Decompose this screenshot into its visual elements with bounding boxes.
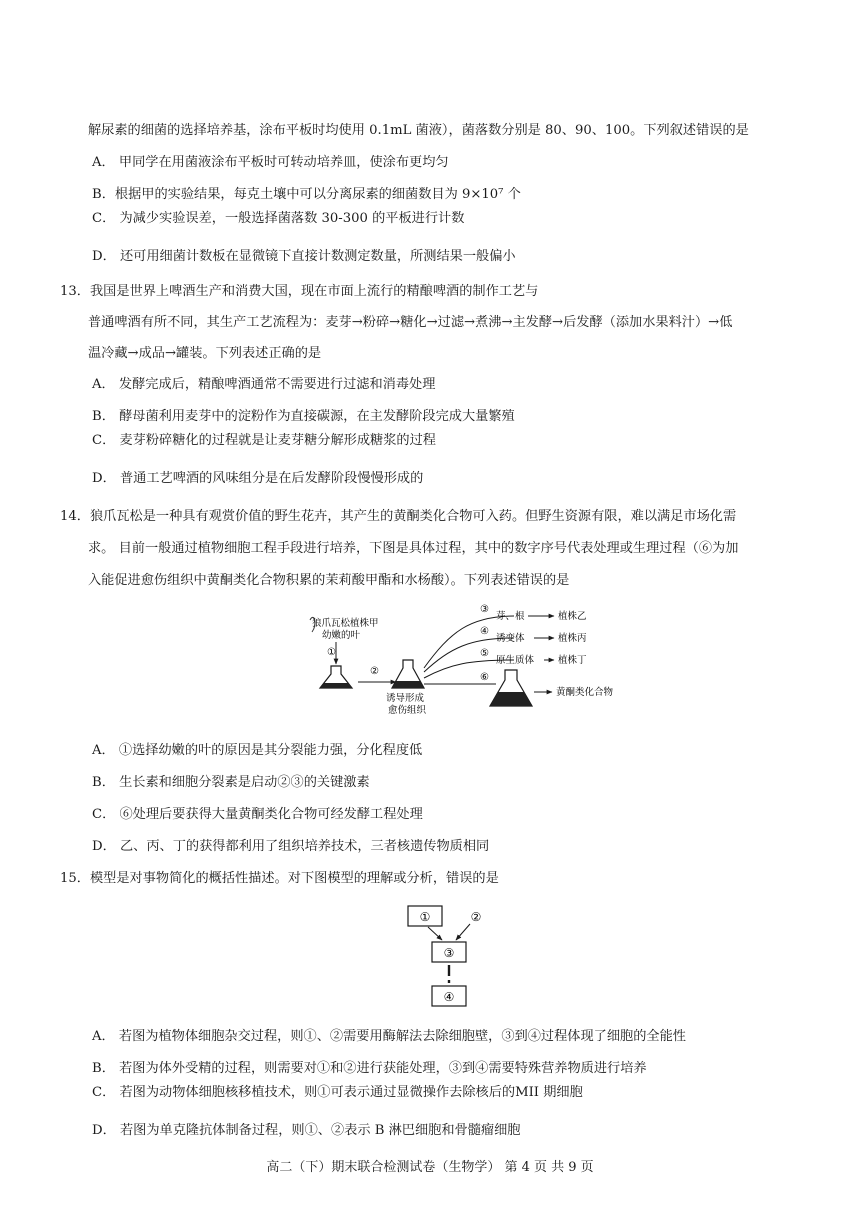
q14-stem-line-2: 求。 目前一般通过植物细胞工程手段进行培养，下图是具体过程，其中的数字序号代表处理或生理过程（⑥为加 — [88, 541, 739, 556]
q13-option-a: A． 发酵完成后，精酿啤酒通常不需要进行过滤和消毒处理 — [92, 377, 436, 392]
q14-branch-text-4: 诱变体 — [496, 633, 525, 644]
q12-stem-continuation: 解尿素的细菌的选择培养基，涂布平板时均使用 0.1mL 菌液），菌落数分别是 80、90、100。下列叙述错误的是 — [88, 123, 749, 138]
q13-option-d: D． 普通工艺啤酒的风味组分是在后发酵阶段慢慢形成的 — [92, 471, 424, 486]
q14-source-label-2: 幼嫩的叶 — [322, 630, 361, 641]
q12-option-b: B．根据甲的实验结果，每克土壤中可以分离尿素的细菌数目为 9×10⁷ 个 — [92, 187, 521, 202]
q13-stem-line-3: 温冷藏→成品→罐装。下列表述正确的是 — [88, 346, 322, 361]
q14-option-b: B． 生长素和细胞分裂素是启动②③的关键激素 — [92, 775, 370, 790]
q13-option-b: B． 酵母菌利用麦芽中的淀粉作为直接碳源，在主发酵阶段完成大量繁殖 — [92, 409, 515, 424]
flask-icon-3 — [490, 670, 532, 706]
q15-option-c: C． 若图为动物体细胞核移植技术，则①可表示通过显微操作去除核后的MII 期细胞 — [92, 1085, 583, 1100]
q14-option-c: C． ⑥处理后要获得大量黄酮类化合物可经发酵工程处理 — [92, 807, 423, 822]
q15-box-3-label: ③ — [443, 946, 455, 960]
q14-stem-line-3: 入能促进愈伤组织中黄酮类化合物积累的茉莉酸甲酯和水杨酸）。下列表述错误的是 — [88, 573, 570, 588]
q14-branch-num-4: ④ — [480, 626, 489, 637]
q14-option-a: A． ①选择幼嫩的叶的原因是其分裂能力强，分化程度低 — [92, 743, 423, 758]
q15-label-2: ② — [470, 910, 482, 924]
q13-option-c: C． 麦芽粉碎糖化的过程就是让麦芽糖分解形成糖浆的过程 — [92, 433, 436, 448]
q13-stem-line-1: 13．我国是世界上啤酒生产和消费大国，现在市面上流行的精酿啤酒的制作工艺与 — [60, 284, 539, 299]
q12-option-d: D． 还可用细菌计数板在显微镜下直接计数测定数量，所测结果一般偏小 — [92, 249, 516, 264]
q14-result-4: 植株丙 — [558, 633, 587, 644]
flask-icon-1 — [320, 666, 352, 688]
q14-option-d: D． 乙、丙、丁的获得都利用了组织培养技术，三者核遗传物质相同 — [92, 839, 490, 854]
q14-source-label-1: 狼爪瓦松植株甲 — [312, 618, 379, 629]
q12-option-a: A． 甲同学在用菌液涂布平板时可转动培养皿，使涂布更均匀 — [92, 155, 449, 170]
q14-result-5: 植株丁 — [558, 655, 587, 666]
q14-step-2: ② — [370, 666, 379, 677]
q14-tissue-culture-diagram — [300, 602, 640, 720]
q15-option-d: D． 若图为单克隆抗体制备过程，则①、②表示 B 淋巴细胞和骨髓瘤细胞 — [92, 1123, 521, 1138]
q14-branch-num-3: ③ — [480, 604, 489, 615]
q14-result-6: 黄酮类化合物 — [556, 687, 614, 698]
q15-stem: 15．模型是对事物简化的概括性描述。对下图模型的理解或分析，错误的是 — [60, 871, 499, 886]
q14-branch-text-3: 芽、根 — [496, 611, 525, 622]
q14-step-1: ① — [327, 647, 336, 658]
q15-option-a: A． 若图为植物体细胞杂交过程，则①、②需要用酶解法去除细胞壁，③到④过程体现了细胞的全能性 — [92, 1029, 686, 1044]
q15-model-diagram — [398, 902, 508, 1008]
flask-icon-2 — [392, 660, 424, 688]
q14-branch-num-6: ⑥ — [480, 672, 489, 683]
q12-option-c: C． 为减少实验误差，一般选择菌落数 30-300 的平板进行计数 — [92, 211, 465, 226]
q14-result-3: 植株乙 — [558, 611, 587, 622]
q14-callus-label-1: 诱导形成 — [386, 693, 425, 704]
page-footer: 高二（下）期末联合检测试卷（生物学） 第 4 页 共 9 页 — [266, 1160, 594, 1175]
q14-branch-text-5: 原生质体 — [496, 655, 535, 666]
q15-box-1-label: ① — [419, 910, 431, 924]
q14-branch-num-5: ⑤ — [480, 648, 489, 659]
q15-box-4-label: ④ — [443, 990, 455, 1004]
q14-callus-label-2: 愈伤组织 — [388, 705, 427, 716]
q14-stem-line-1: 14．狼爪瓦松是一种具有观赏价值的野生花卉，其产生的黄酮类化合物可入药。但野生资源有限，难以满足市场化需 — [60, 509, 737, 524]
q15-option-b: B． 若图为体外受精的过程，则需要对①和②进行获能处理，③到④需要特殊营养物质进行培养 — [92, 1061, 647, 1076]
q13-stem-line-2: 普通啤酒有所不同，其生产工艺流程为：麦芽→粉碎→糖化→过滤→煮沸→主发酵→后发酵（添加水果料汁）→低 — [88, 315, 733, 330]
